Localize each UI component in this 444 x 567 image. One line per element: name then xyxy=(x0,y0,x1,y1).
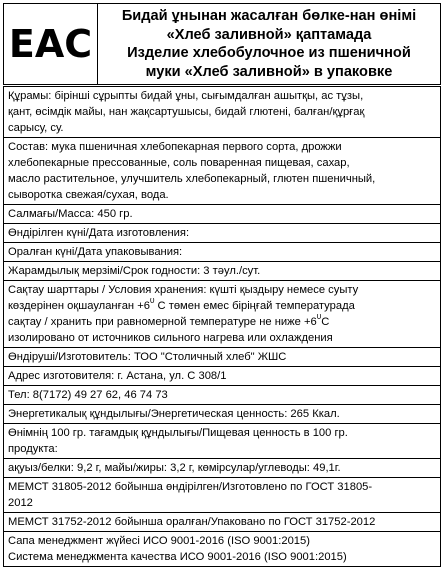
product-title xyxy=(98,4,440,84)
eac-logo: EAC xyxy=(4,4,98,84)
title-line-1: Бидай ұнынан жасалған бөлке-нан өнімі xyxy=(121,8,417,24)
phone-row: Тел: 8(7172) 49 27 62, 46 74 73 xyxy=(3,386,441,405)
composition-ru: Состав: мука пшеничная хлебопекарная первого сорта, дрожжи хлебопекарные прессованные, соль поваренная пищевая, сахар, масло растительное, улучшитель хлебопекарный, глютен пшеничный, сыворотка свежая/сухая, вода. xyxy=(3,138,441,205)
label-rows xyxy=(3,86,441,567)
pack-date-row: Оралған күні/Дата упаковывания: xyxy=(3,243,441,262)
label-header xyxy=(3,3,441,85)
title-line-2: «Хлеб заливной» қаптамада xyxy=(166,26,372,43)
title-line-4: муки «Хлеб заливной» в упаковке xyxy=(145,63,393,80)
gost-packed-row: МЕМСТ 31752-2012 бойынша оралған/Упаковано по ГОСТ 31752-2012 xyxy=(3,513,441,532)
manufacture-date-row: Өндірілген күні/Дата изготовления: xyxy=(3,224,441,243)
macros-row: ақуыз/белки: 9,2 г, майы/жиры: 3,2 г, көмірсулар/углеводы: 49,1г. xyxy=(3,459,441,478)
manufacturer-row: Өндіруші/Изготовитель: ТОО "Столичный хлеб" ЖШС xyxy=(3,348,441,367)
nutrition-row: Өнімнің 100 гр. тағамдық құндылығы/Пищевая ценность в 100 гр. продукта: xyxy=(3,424,441,459)
quality-row: Сапа менеджмент жүйесі ИСО 9001-2016 (ISO 9001:2015) Система менеджмента качества ИСО 9001-2016 (ISO 9001:2015) xyxy=(3,532,441,567)
title-line-3: Изделие хлебобулочное из пшеничной xyxy=(127,45,411,61)
address-row: Адрес изготовителя: г. Астана, ул. С 308/1 xyxy=(3,367,441,386)
energy-row: Энергетикалық құндылығы/Энергетическая ценность: 265 Ккал. xyxy=(3,405,441,424)
shelf-life-row: Жарамдылық мерзімі/Срок годности: 3 тәул./сут. xyxy=(3,262,441,281)
storage-conditions: Сақтау шарттары / Условия хранения: күшті қыздыру немесе суыту көздерінен оқшауланған $+6^0$ С төмен емес біріңғай температурада сақтау / хранить при равномерной температуре не ниже $+6^0С$ изолировано от источников сильного нагрева или охлаждения xyxy=(3,281,441,348)
gost-made-row: МЕМСТ 31805-2012 бойынша өндірілген/Изготовлено по ГОСТ 31805- 2012 xyxy=(3,478,441,513)
composition-kz: Құрамы: бірінші сұрыпты бидай ұны, сығымдалған ашытқы, ас тұзы, қант, өсімдік майы, нан жақсартушысы, бидай глютені, балған/құрғақ сарысу, су. xyxy=(3,86,441,138)
mass-row: Салмағы/Масса: 450 гр. xyxy=(3,205,441,224)
